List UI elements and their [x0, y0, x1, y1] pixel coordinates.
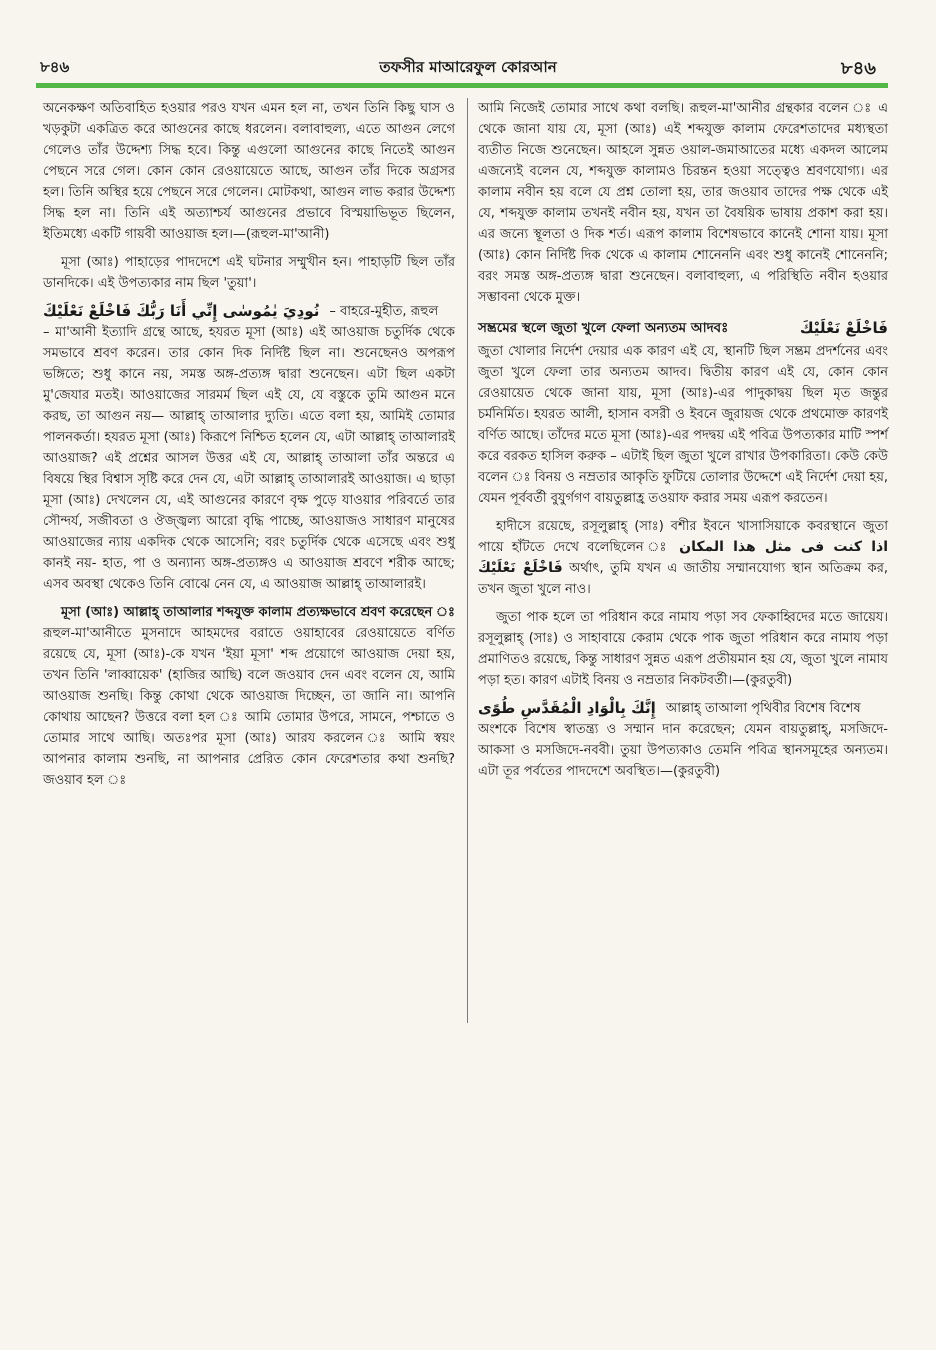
page-number-left: ৮৪৬: [40, 58, 70, 76]
right-column: [478, 98, 888, 789]
running-title: তফসীর মাআরেফুল কোরআন: [379, 58, 557, 76]
arabic-verse-line-2: [478, 698, 888, 719]
column-divider: [467, 98, 468, 1023]
left-paragraph-4: [43, 602, 455, 791]
section-heading-text: সম্ভ্রমের স্থলে জুতা খুলে ফেলা অন্যতম আদবঃ: [478, 320, 729, 336]
left-paragraph-1: অনেকক্ষণ অতিবাহিত হওয়ার পরও যখন এমন হল না, তখন তিনি কিছু ঘাস ও খড়কুটা একত্রিত করে আগুনের কাছে ধরলেন। বলাবাহুল্য, এতে আগুন লেগে গেলেও তাঁর উদ্দেশ্য সিদ্ধ হবে। কিন্তু এগুলো আগুনের কাছে নিতেই আগুন পেছনে সরে গেল। কোন কোন রেওয়ায়েতে আছে, আগুন তাঁর দিকে অগ্রসর হল। তিনি অস্থির হয়ে পেছনে সরে গেলেন। মোটকথা, আগুন লাভ করার উদ্দেশ্য সিদ্ধ হল না। তিনি এই অত্যাশ্চর্য আগুনের প্রভাবে বিস্ময়াভিভূত ছিলেন, ইতিমধ্যে একটি গায়বী আওয়াজ হল।—(রূহুল-মা'আনী): [43, 101, 455, 242]
section-heading-shoes: [478, 318, 888, 339]
right-paragraph-5: অংশকে বিশেষ স্বাতন্ত্র্য ও সম্মান দান করেছেন; যেমন বায়তুল্লাহ্, মসজিদে-আকসা ও মসজিদে-নববী। তুয়া উপত্যকাও তেমনি পবিত্র স্থানসমূহের অন্যতম। এটা তূর পর্বতের পাদদেশে অবস্থিত।—(কুরতুবী): [478, 722, 888, 779]
hadith-arabic-1: اذا كنت فى مثل هذا المكان: [679, 539, 889, 555]
right-paragraph-2: জুতা খোলার নির্দেশ দেয়ার এক কারণ এই যে, স্থানটি ছিল সম্ভ্রম প্রদর্শনের এবং জুতা খুলে ফেলা তার অন্যতম আদব। দ্বিতীয় কারণ এই যে, কোন কোন রেওয়ায়েত থেকে জানা যায়, মূসা (আঃ)-এর পাদুকাদ্বয় ছিল মৃত জন্তুর চর্মনির্মিত। হযরত আলী, হাসান বসরী ও ইবনে জুরায়জ থেকে প্রথমোক্ত কারণই বর্ণিত আছে। তাঁদের মতে মূসা (আঃ)-এর পদদ্বয় এই পবিত্র উপত্যকার মাটি স্পর্শ করে বরকত হাসিল করুক – এটাই ছিল জুতা খুলে রাখার উপকারিতা। কেউ কেউ বলেন ঃ বিনয় ও নম্রতার আকৃতি ফুটিয়ে তোলার উদ্দেশে এই নির্দেশ দেয়া হয়, যেমন পূর্ববর্তী বুযুর্গগণ বায়তুল্লাহ্র তওয়াফ করার সময় এরূপ করতেন।: [478, 344, 888, 506]
page-header: [0, 0, 936, 96]
left-column: [43, 98, 455, 798]
left-paragraph-3: – মা'আনী ইত্যাদি গ্রন্থে আছে, হযরত মূসা (আঃ) এই আওয়াজ চতুর্দিক থেকে সমভাবে শ্রবণ করেন। তার কোন দিক নির্দিষ্ট ছিল না। শুনেছেনও অপরূপ ভঙ্গিতে; শুধু কানে নয়, সমস্ত অঙ্গ-প্রত্যঙ্গ দ্বারা শুনেছেন। এটা ছিল একটা মু'জেযার মতই। আওয়াজের সারমর্ম ছিল এই যে, যে বস্তুকে তুমি আগুন মনে করছ, তা আগুন নয়— আল্লাহ্ তাআলার দ্যুতি। এতে বলা হয়, আমিই তোমার পালনকর্তা। হযরত মূসা (আঃ) কিরূপে নিশ্চিত হলেন যে, এটা আল্লাহ্ তাআলারই আওয়াজ? এই প্রশ্নের আসল উত্তর এই যে, আল্লাহ্ তাআলা তাঁর অন্তরে এ বিষয়ে স্থির বিশ্বাস সৃষ্টি করে দেন যে, এটা আল্লাহ্ তাআলারই আওয়াজ। এ ছাড়া মূসা (আঃ) দেখলেন যে, এই আগুনের কারণে বৃক্ষ পুড়ে যাওয়ার পরিবর্তে তার সৌন্দর্য, সজীবতা ও ঔজ্জ্বল্য আরো বৃদ্ধি পাচ্ছে, আওয়াজও সাধারণ মানুষের আওয়াজের ন্যায় একদিক থেকে আসেনি; বরং চতুর্দিক থেকে এসেছে এবং শুধু কানই নয়- হাত, পা ও অন্যান্য অঙ্গ-প্রত্যঙ্গও এ আওয়াজ শ্রবণে শরীক আছে; এসব অবস্থা থেকেও তিনি বোঝে নেন যে, এ আওয়াজ আল্লাহ্ তাআলারই।: [43, 325, 455, 592]
left-paragraph-2: মূসা (আঃ) পাহাড়ের পাদদেশে এই ঘটনার সম্মুখীন হন। পাহাড়টি ছিল তাঁর ডানদিকে। এই উপত্যকার নাম ছিল 'তুয়া'।: [43, 255, 455, 291]
right-paragraph-3-a: হাদীসে রয়েছে, রসূলুল্লাহ্ (সাঃ) বশীর ইবনে খাসাসিয়াকে কবরস্থানে জুতা পায়ে হাঁটতে দেখে বলেছিলেন ঃ: [478, 519, 888, 555]
right-paragraph-3: [478, 516, 888, 600]
section-heading-arabic: فَاخْلَعْ نَعْلَيْكَ: [799, 319, 888, 337]
left-paragraph-4-heading: মূসা (আঃ) আল্লাহ্ তাআলার শব্দযুক্ত কালাম প্রত্যক্ষভাবে শ্রবণ করেছেন ঃ: [61, 605, 455, 620]
left-paragraph-4-body: রূহুল-মা'আনীতে মুসনাদে আহমদের বরাতে ওয়াহাবের রেওয়ায়েতে বর্ণিত রয়েছে যে, মূসা (আঃ)-কে যখন 'ইয়া মূসা' শব্দ প্রয়োগে আওয়াজ দেয়া হয়, তখন তিনি 'লাব্বায়েক' (হাজির আছি) বলে জওয়াব দেন এবং বলেন যে, আমি আওয়াজ শুনছি। কিন্তু কোথা থেকে আওয়াজ দিচ্ছেন, তা জানি না। আপনি কোথায় আছেন? উত্তরে বলা হল ঃ আমি তোমার উপরে, সামনে, পশ্চাতে ও তোমার সাথে আছি। অতঃপর মূসা (আঃ) আরয করলেন ঃ আমি স্বয়ং আপনার কালাম শুনছি, না আপনার প্রেরিত কোন ফেরেশতার কথা শুনছি? জওয়াব হল ঃ: [43, 626, 455, 788]
arabic-verse-2: إِنَّكَ بِالْوَادِ الْمُقَدَّسِ طُوًى: [478, 699, 656, 717]
hadith-arabic-2: فَاخْلَعْ نَعْلَيْكَ: [478, 560, 563, 576]
arabic-verse: نُودِيَ يٰمُوسٰى إِنِّي أَنَا رَبُّكَ فَاخْلَعْ نَعْلَيْكَ: [43, 302, 320, 320]
verse-source-start: – বাহরে-মুহীত, রূহুল: [329, 304, 439, 319]
right-paragraph-3-b: অর্থাৎ, তুমি যখন এ জাতীয় সম্মানযোগ্য স্থান অতিক্রম কর, তখন জুতা খুলে নাও।: [478, 561, 888, 597]
page-number-right: ৮৪৬: [840, 58, 876, 79]
header-rule: [36, 83, 888, 88]
right-paragraph-5-start: আল্লাহ্ তাআলা পৃথিবীর বিশেষ বিশেষ: [665, 701, 861, 716]
right-paragraph-4: জুতা পাক হলে তা পরিধান করে নামায পড়া সব ফেকাহ্বিদের মতে জায়েয। রসূলুল্লাহ্ (সাঃ) ও সাহাবায়ে কেরাম থেকে পাক জুতা পরিধান করে নামায পড়া প্রমাণিতও রয়েছে, কিন্তু সাধারণ সুন্নত এরূপ প্রতীয়মান হয় যে, জুতা খুলে নামায পড়া হত। কারণ এটাই বিনয় ও নম্রতার নিকটবর্তী।—(কুরতুবী): [478, 610, 888, 688]
right-paragraph-1: আমি নিজেই তোমার সাথে কথা বলছি। রূহুল-মা'আনীর গ্রন্থকার বলেন ঃ এ থেকে জানা যায় যে, মূসা (আঃ) এই শব্দযুক্ত কালাম ফেরেশতাদের মধ্যস্থতা ব্যতীত নিজে শুনেছেন। আহলে সুন্নত ওয়াল-জমাআতের মধ্যে একদল আলেম এজন্যেই বলেন যে, শব্দযুক্ত কালামও চিরন্তন হওয়া সত্ত্বেও শ্রবণযোগ্য। এর কালাম নবীন হয় বলে যে প্রশ্ন তোলা হয়, তার জওয়াব তাদের পক্ষ থেকে এই যে, শব্দযুক্ত কালাম তখনই নবীন হয়, যখন তা বৈষয়িক ভাষায় প্রকাশ করা হয়। এর জন্যে স্থূলতা ও দিক শর্ত। এরূপ কালাম বিশেষভাবে কানেই শোনা যায়। মূসা (আঃ) কোন নির্দিষ্ট দিক থেকে এ কালাম শোনেননি এবং শুধু কানেই শোনেননি; বরং সমস্ত অঙ্গ-প্রত্যঙ্গ দ্বারা শুনেছেন। বলাবাহুল্য, এ পরিস্থিতি নবীন হওয়ার সম্ভাবনা থেকে মুক্ত।: [478, 101, 888, 305]
arabic-verse-line: [43, 301, 455, 322]
